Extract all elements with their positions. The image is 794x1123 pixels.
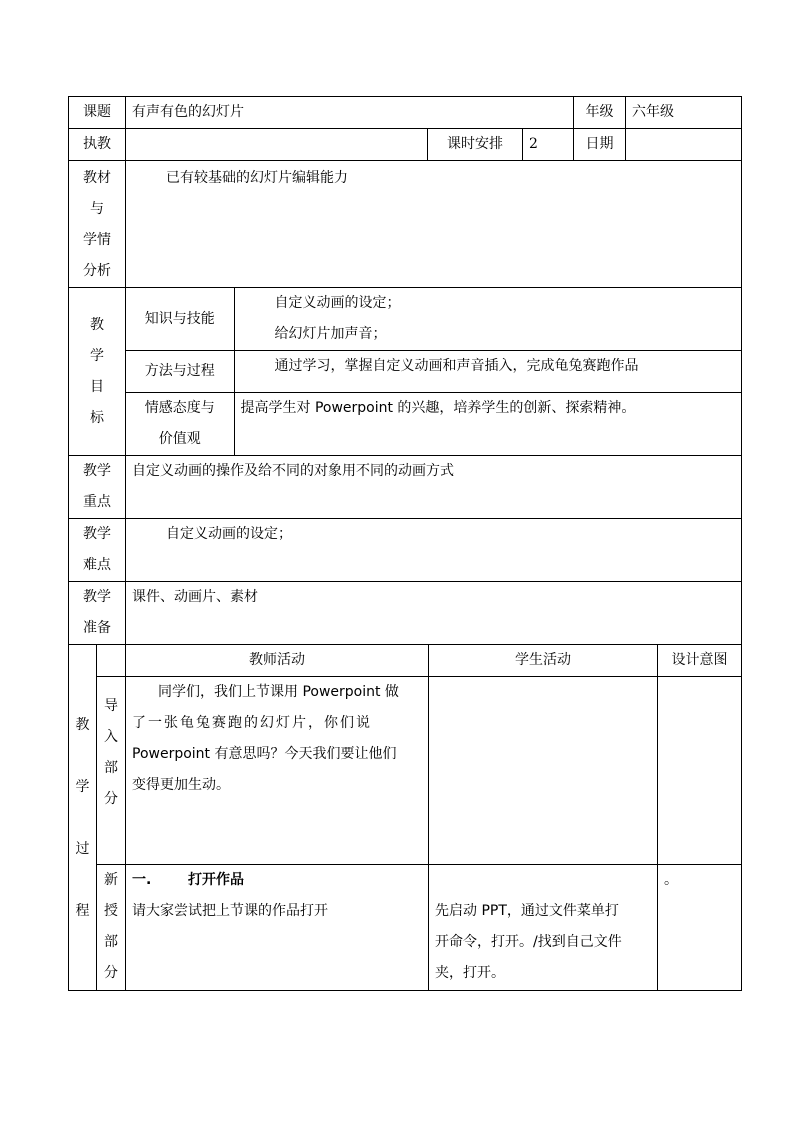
new-lesson-student-activity [429, 865, 658, 991]
new-lesson-label-line: 部 [104, 934, 118, 950]
intro-teacher-line: 同学们，我们上节课用 Powerpoint 做 [158, 684, 399, 700]
attitude-label-line: 情感态度与 [144, 400, 215, 416]
hours-label: 课时安排 [428, 129, 523, 161]
intro-student-activity [429, 677, 658, 865]
method-label: 方法与过程 [126, 351, 234, 393]
attitude-label-line: 价值观 [158, 431, 201, 447]
goals-method-row [126, 351, 741, 393]
preparation-label-line: 教学 [83, 589, 111, 605]
analysis-label-line: 与 [90, 201, 104, 217]
knowledge-label: 知识与技能 [126, 288, 234, 351]
difficulties-label-line: 教学 [83, 526, 111, 542]
topic-value: 有声有色的幻灯片 [126, 97, 574, 129]
process-label-line: 学 [75, 778, 90, 795]
attitude-content: 提高学生对 Powerpoint 的兴趣，培养学生的创新、探索精神。 [234, 393, 741, 456]
goals-label [69, 288, 126, 456]
intro-teacher-line: 了一张龟兔赛跑的幻灯片，你们说 [132, 715, 372, 731]
process-label-line: 过 [75, 840, 90, 857]
preparation-label [69, 582, 126, 645]
row-analysis [69, 161, 742, 288]
method-content: 通过学习，掌握自定义动画和声音插入，完成龟兔赛跑作品 [234, 351, 741, 393]
key-points-label-line: 教学 [83, 463, 111, 479]
knowledge-content [234, 288, 741, 351]
new-lesson-label-line: 授 [104, 903, 118, 919]
intro-label-line: 分 [104, 791, 118, 807]
intro-teacher-line: Powerpoint 有意思吗？今天我们要让他们 [132, 746, 397, 762]
row-new-lesson [69, 865, 742, 991]
row-difficulties [69, 519, 742, 582]
goals-grid-cell [126, 288, 742, 456]
student-activity-header: 学生活动 [429, 645, 658, 677]
new-lesson-label [97, 865, 126, 991]
step-heading [132, 865, 428, 896]
intro-label [97, 677, 126, 865]
process-label-line: 教 [75, 716, 90, 733]
goals-knowledge-row [126, 288, 741, 351]
analysis-label-line: 分析 [83, 263, 111, 279]
row-key-points [69, 456, 742, 519]
row-process-header [69, 645, 742, 677]
row-teacher [69, 129, 742, 161]
goals-label-line: 教 [90, 316, 104, 333]
design-intent-header: 设计意图 [658, 645, 742, 677]
process-header-blank [97, 645, 126, 677]
row-preparation [69, 582, 742, 645]
analysis-label-line: 学情 [83, 232, 111, 248]
intro-label-line: 部 [104, 760, 118, 776]
teacher-activity-header: 教师活动 [126, 645, 429, 677]
process-label [69, 645, 97, 991]
grade-value: 六年级 [626, 97, 742, 129]
difficulties-content: 自定义动画的设定； [126, 519, 742, 582]
analysis-label [69, 161, 126, 288]
hours-value: 2 [523, 129, 574, 161]
process-label-line: 程 [75, 902, 90, 919]
intro-design-intent [658, 677, 742, 865]
new-lesson-label-line: 新 [104, 872, 118, 888]
analysis-label-line: 教材 [83, 170, 111, 186]
student-line: 先启动 PPT，通过文件菜单打 [435, 903, 619, 919]
lesson-plan-body [68, 160, 742, 991]
intro-label-line: 导 [104, 698, 118, 714]
analysis-content: 已有较基础的幻灯片编辑能力 [126, 161, 742, 288]
new-lesson-teacher-activity [126, 865, 429, 991]
knowledge-line: 自定义动画的设定； [274, 295, 401, 311]
attitude-label [126, 393, 234, 456]
goals-label-line: 学 [90, 347, 104, 364]
new-lesson-label-line: 分 [104, 965, 118, 981]
preparation-content: 课件、动画片、素材 [126, 582, 742, 645]
step-title: 打开作品 [188, 872, 244, 888]
step-number: 一. [132, 872, 152, 888]
step-teacher-text: 请大家尝试把上节课的作品打开 [132, 903, 328, 919]
knowledge-line: 给幻灯片加声音； [274, 326, 387, 342]
teacher-label: 执教 [69, 129, 126, 161]
goals-attitude-row [126, 393, 741, 456]
difficulties-label-line: 难点 [83, 557, 111, 573]
row-intro [69, 677, 742, 865]
student-line: 开命令，打开。/找到自己文件 [435, 934, 622, 950]
intro-teacher-activity [126, 677, 429, 865]
key-points-label-line: 重点 [83, 494, 111, 510]
row-topic [69, 97, 742, 129]
lesson-plan-grid [68, 96, 742, 161]
student-line: 夹，打开。 [435, 965, 505, 981]
teacher-value [126, 129, 428, 161]
row-goals [69, 288, 742, 456]
difficulties-label [69, 519, 126, 582]
intro-label-line: 入 [104, 729, 118, 745]
date-label: 日期 [574, 129, 626, 161]
goals-grid [126, 288, 741, 455]
goals-label-line: 目 [90, 378, 104, 395]
key-points-label [69, 456, 126, 519]
new-lesson-design-intent: 。 [658, 865, 742, 991]
goals-label-line: 标 [90, 409, 104, 426]
date-value [626, 129, 742, 161]
key-points-content: 自定义动画的操作及给不同的对象用不同的动画方式 [126, 456, 742, 519]
grade-label: 年级 [574, 97, 626, 129]
preparation-label-line: 准备 [83, 620, 111, 636]
topic-label: 课题 [69, 97, 126, 129]
intro-teacher-line: 变得更加生动。 [132, 777, 230, 793]
